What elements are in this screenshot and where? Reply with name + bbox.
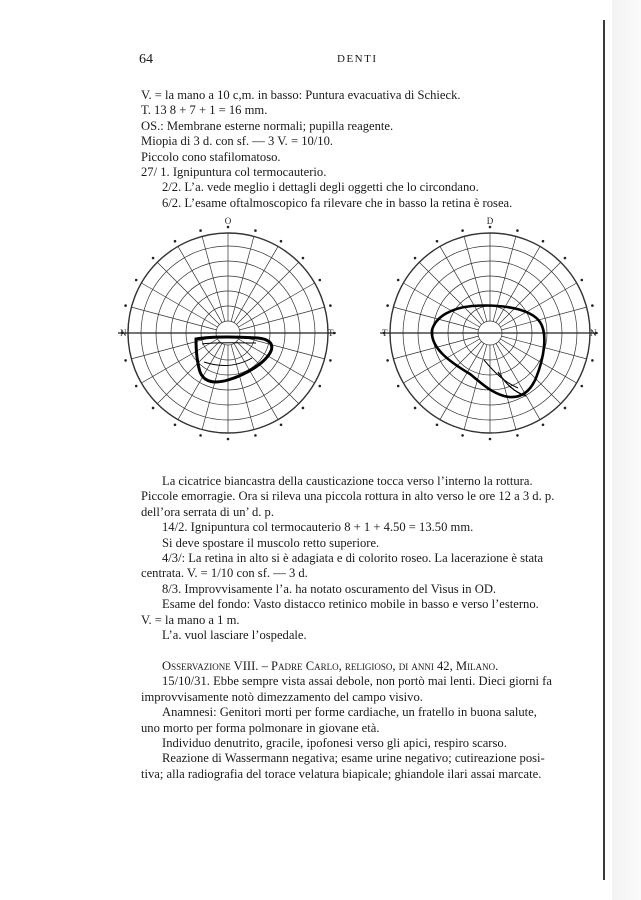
perimeter-spoke <box>234 246 278 322</box>
text-line: Piccolo cono stafilomatoso. <box>141 149 281 164</box>
observation-heading: Osservazione VIII. – Padre Carlo, religioso, di anni 42, Milano. <box>162 658 499 673</box>
perimeter-tick <box>280 423 283 426</box>
perimeter-spoke <box>464 236 487 321</box>
defect-hatch <box>202 343 256 344</box>
perimeter-tick <box>152 257 155 260</box>
perimeter-tick <box>174 423 177 426</box>
case-text-bottom <box>141 474 587 782</box>
top-label: O <box>224 216 232 226</box>
perimeter-tick <box>580 385 583 388</box>
perimeter-chart-left <box>118 212 336 444</box>
perimeter-tick <box>542 423 545 426</box>
page-header <box>0 52 600 72</box>
perimeter-tick <box>461 229 464 232</box>
perimeter-spoke <box>419 341 481 403</box>
perimeter-spoke <box>202 345 225 430</box>
text-line: V. = la mano a 1 m. <box>141 612 240 627</box>
text-line: tiva; alla radiografia del torace velatura biapicale; ghiandole ilari assai marcate. <box>141 766 542 781</box>
visual-field-chart-left <box>118 212 336 444</box>
facing-page-bleed <box>612 0 641 900</box>
text-line: 8/3. Improvvisamente l’a. ha notato oscuramento del Visus in OD. <box>162 581 497 596</box>
perimeter-tick <box>386 359 389 362</box>
perimeter-spoke <box>403 283 479 327</box>
text-line: 27/ 1. Ignipuntura col termocauterio. <box>141 165 327 180</box>
visual-field-chart-right <box>380 212 598 444</box>
nasal-label: N <box>120 328 127 338</box>
perimeter-tick <box>414 407 417 410</box>
perimeter-tick <box>280 240 283 243</box>
perimeter-tick <box>397 279 400 282</box>
perimeter-spoke <box>231 236 254 321</box>
text-line: Anamnesi: Genitori morti per forme cardiache, un fratello in buona salute, <box>162 705 537 720</box>
perimeter-tick <box>580 279 583 282</box>
perimeter-spoke <box>500 339 576 383</box>
text-line: Reazione di Wassermann negativa; esame urine negativo; cutireazione posi- <box>162 751 545 766</box>
perimeter-spoke <box>157 262 219 324</box>
perimeter-tick <box>227 438 230 441</box>
perimeter-spoke <box>202 236 225 321</box>
perimeter-spoke <box>440 246 484 322</box>
text-line: uno morto per forma polmonare in giovane età. <box>141 720 380 735</box>
perimeter-tick <box>397 385 400 388</box>
perimeter-spoke <box>496 246 540 322</box>
perimeter-tick <box>329 304 332 307</box>
perimeter-spoke <box>231 345 254 430</box>
page-edge-line <box>603 20 605 880</box>
perimeter-spoke <box>240 336 325 359</box>
text-line: centrata. V. = 1/10 con sf. — 3 d. <box>141 566 308 581</box>
perimeter-spoke <box>240 307 325 330</box>
perimeter-tick <box>227 226 230 229</box>
perimeter-spoke <box>131 307 216 330</box>
perimeter-tick <box>489 438 492 441</box>
perimeter-tick <box>542 240 545 243</box>
perimeter-tick <box>564 257 567 260</box>
perimeter-spoke <box>236 262 298 324</box>
text-line: Esame del fondo: Vasto distacco retinico mobile in basso e verso l’esterno. <box>162 597 539 612</box>
text-line: Miopia di 3 d. con sf. — 3 V. = 10/10. <box>141 134 334 149</box>
perimeter-spoke <box>157 341 219 403</box>
detachment-hatch <box>498 372 526 396</box>
perimeter-spoke <box>131 336 216 359</box>
perimeter-tick <box>516 229 519 232</box>
text-line: 6/2. L’esame oftalmoscopico fa rilevare che in basso la retina è rosea. <box>162 195 513 210</box>
perimeter-tick <box>564 407 567 410</box>
nasal-label: N <box>590 328 597 338</box>
perimeter-tick <box>591 304 594 307</box>
perimeter-spoke <box>141 339 217 383</box>
perimeter-spoke <box>238 283 314 327</box>
text-line: Piccole emorragie. Ora si rileva una piccola rottura in alto verso le ore 12 a 3 d. p. <box>141 489 555 504</box>
perimeter-spoke <box>502 307 587 330</box>
top-label: D <box>486 216 494 226</box>
perimeter-tick <box>152 407 155 410</box>
perimeter-tick <box>329 359 332 362</box>
perimeter-tick <box>302 407 305 410</box>
perimeter-spoke <box>234 343 278 419</box>
text-line: La cicatrice biancastra della causticazione tocca verso l’interno la rottura. <box>162 474 533 488</box>
perimeter-spoke <box>393 307 478 330</box>
perimeter-spoke <box>493 345 516 430</box>
perimeter-chart-right <box>380 212 598 444</box>
text-line: Individuo denutrito, gracile, ipofonesi verso gli apici, respiro scarso. <box>162 735 507 750</box>
perimeter-tick <box>461 434 464 437</box>
text-line: Si deve spostare il muscolo retto superiore. <box>162 535 380 550</box>
perimeter-tick <box>386 304 389 307</box>
perimeter-tick <box>254 434 257 437</box>
perimeter-tick <box>436 240 439 243</box>
blank-line <box>141 643 587 658</box>
perimeter-tick <box>302 257 305 260</box>
temporal-label: T <box>328 328 334 338</box>
perimeter-spoke <box>498 262 560 324</box>
text-line: OS.: Membrane esterne normali; pupilla reagente. <box>141 118 394 133</box>
perimeter-tick <box>124 304 127 307</box>
text-line: dell’ora serrata di un’ d. p. <box>141 504 274 519</box>
perimeter-spoke <box>464 345 487 430</box>
case-text-top <box>141 88 587 211</box>
perimeter-tick <box>135 279 138 282</box>
text-line: 14/2. Ignipuntura col termocauterio 8 + 1 + 4.50 = 13.50 mm. <box>162 520 474 535</box>
perimeter-spoke <box>238 339 314 383</box>
perimeter-tick <box>174 240 177 243</box>
page-number: 64 <box>139 52 153 67</box>
text-line: 4/3/: La retina in alto si è adagiata e di colorito roseo. La lacerazione è stata <box>162 551 544 566</box>
perimeter-tick <box>318 279 321 282</box>
perimeter-tick <box>591 359 594 362</box>
perimeter-spoke <box>141 283 217 327</box>
temporal-label: T <box>382 328 388 338</box>
perimeter-tick <box>124 359 127 362</box>
perimeter-tick <box>254 229 257 232</box>
perimeter-spoke <box>403 339 479 383</box>
text-line: T. 13 8 + 7 + 1 = 16 mm. <box>141 103 268 118</box>
perimeter-spoke <box>419 262 481 324</box>
perimeter-tick <box>436 423 439 426</box>
perimeter-tick <box>516 434 519 437</box>
text-line: 2/2. L’a. vede meglio i dettagli degli oggetti che lo circondano. <box>162 180 479 195</box>
perimeter-spoke <box>178 246 222 322</box>
perimeter-tick <box>414 257 417 260</box>
text-line: V. = la mano a 10 c,m. in basso: Puntura evacuativa di Schieck. <box>141 88 461 102</box>
running-head: DENTI <box>337 53 378 65</box>
text-line: L’a. vuol lasciare l’ospedale. <box>162 628 307 643</box>
text-line: 15/10/31. Ebbe sempre vista assai debole, non portò mai lenti. Dieci giorni fa <box>162 674 552 689</box>
perimeter-tick <box>318 385 321 388</box>
perimeter-spoke <box>498 341 560 403</box>
perimeter-tick <box>489 226 492 229</box>
perimeter-tick <box>199 434 202 437</box>
perimeter-tick <box>199 229 202 232</box>
text-line: improvvisamente notò dimezzamento del campo visivo. <box>141 689 423 704</box>
perimeter-tick <box>135 385 138 388</box>
